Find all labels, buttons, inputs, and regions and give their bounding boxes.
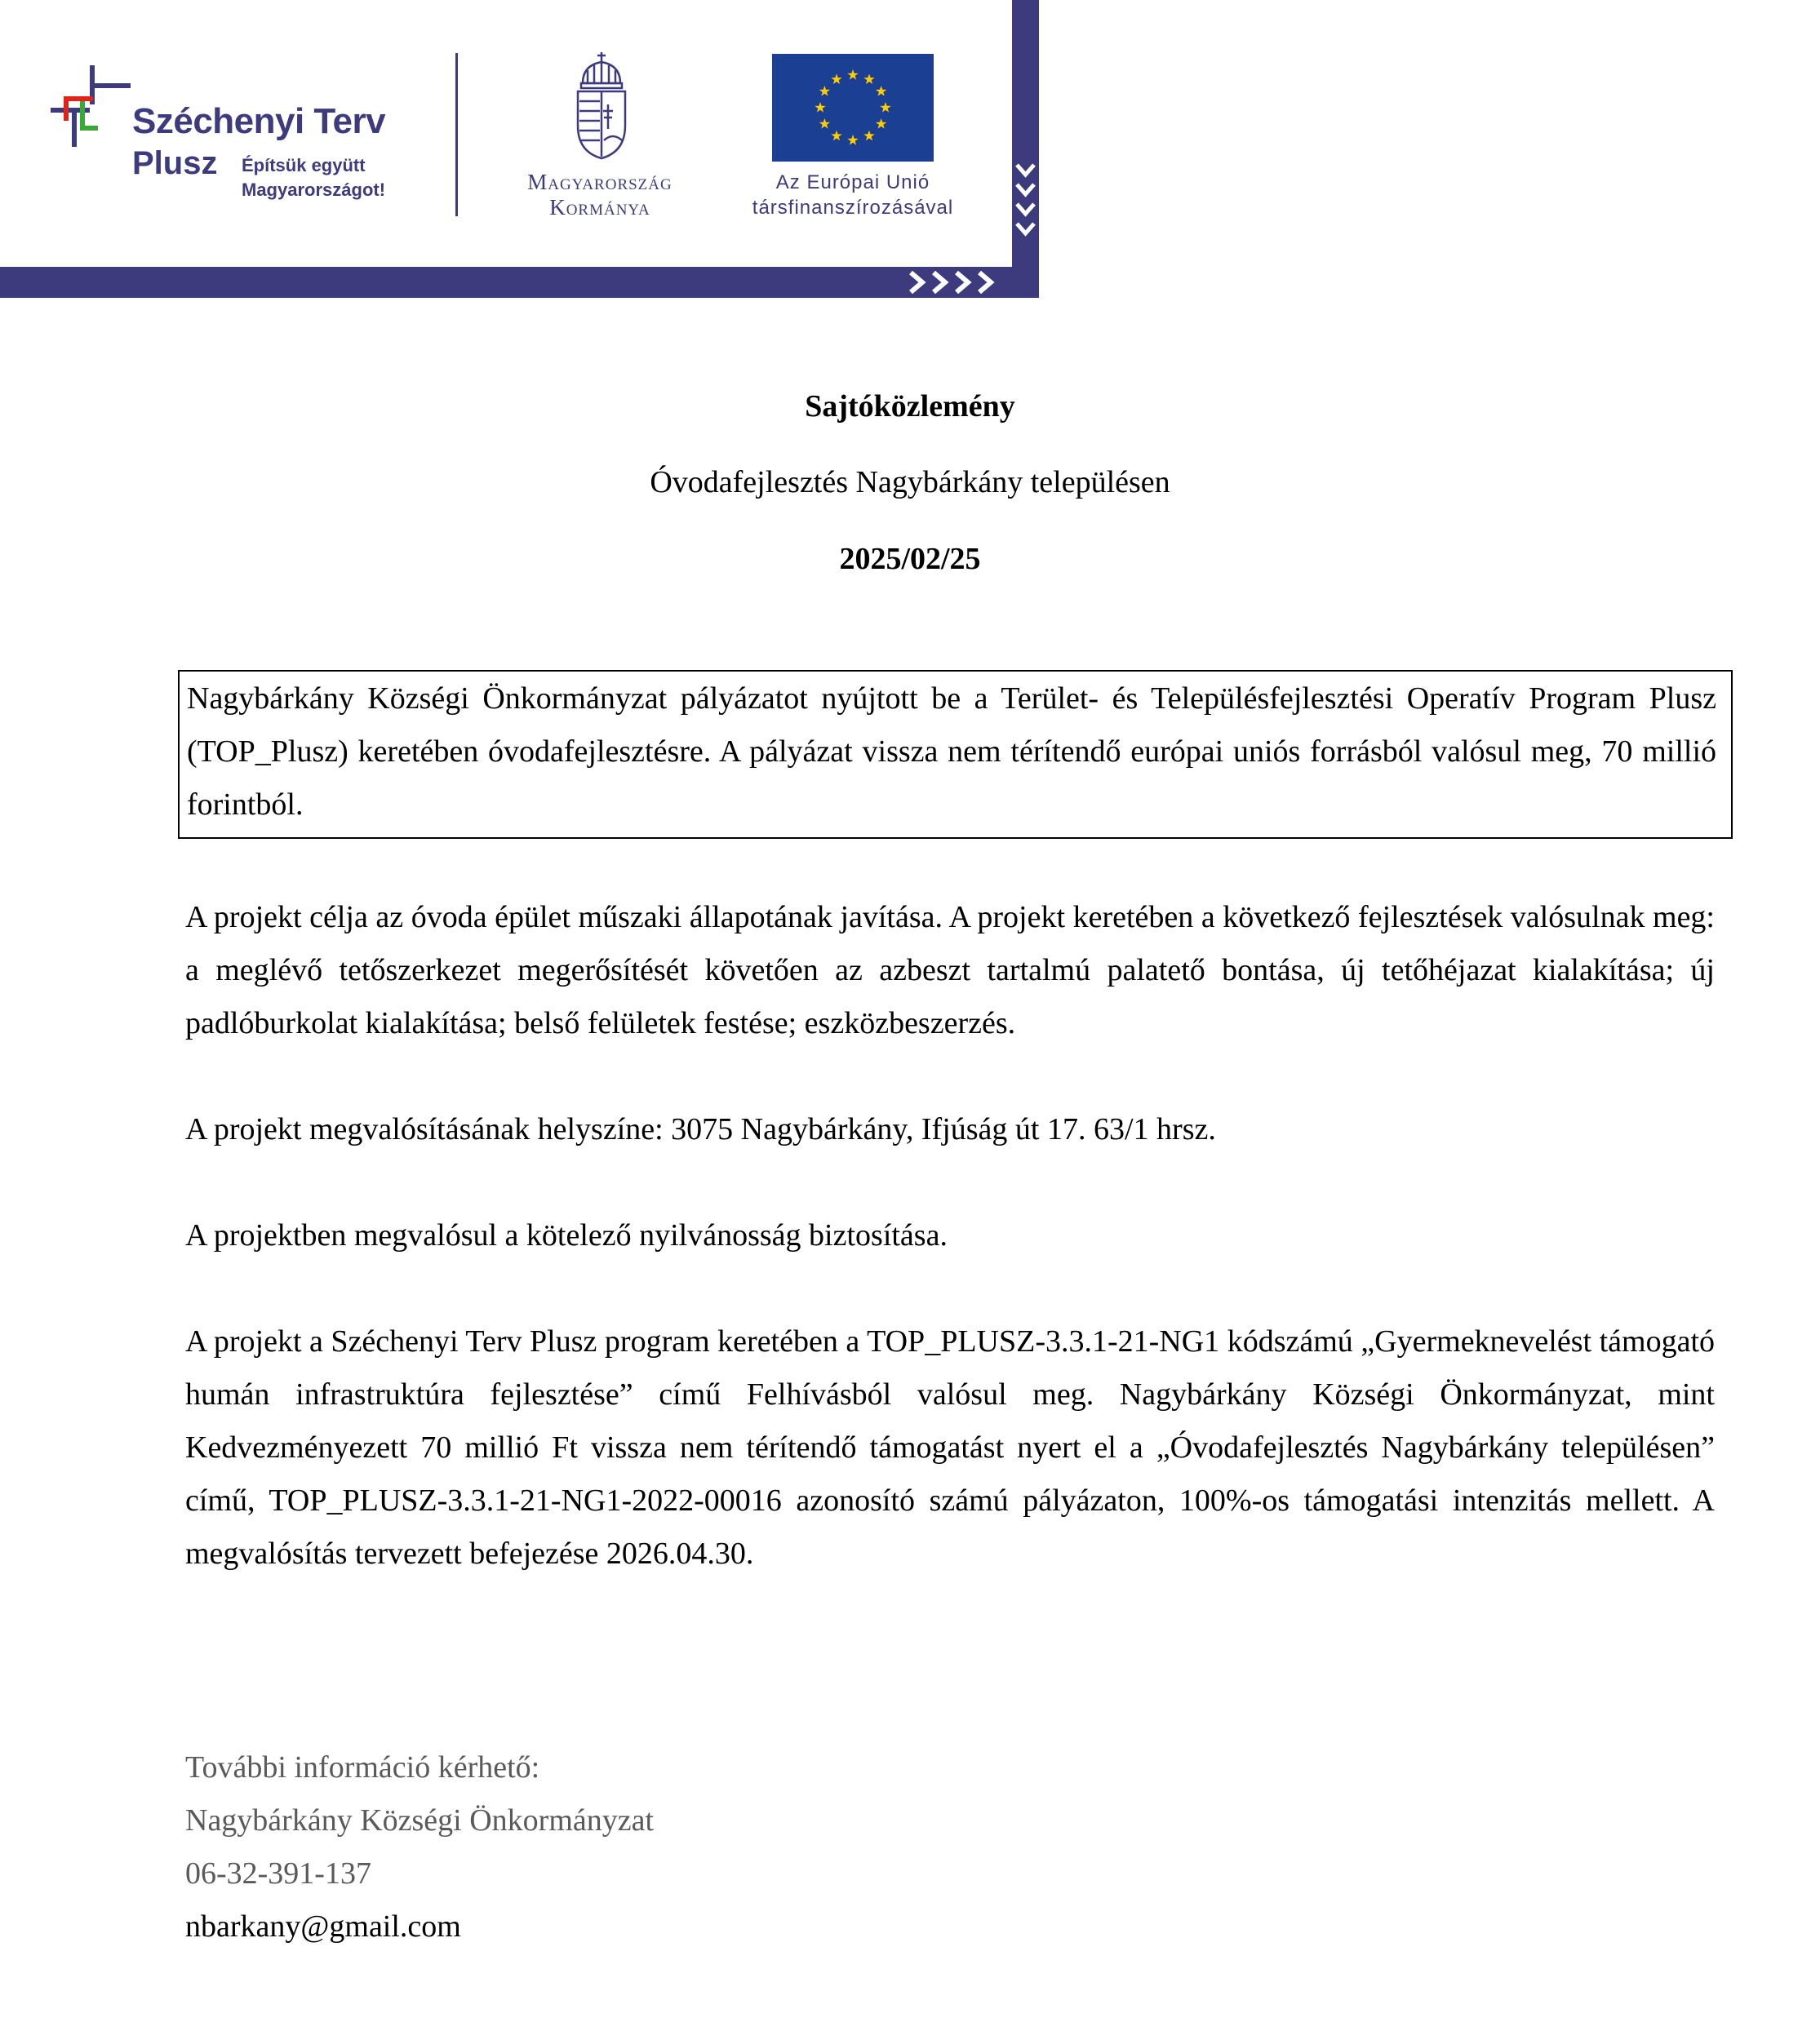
header-right-bar [1012, 0, 1039, 298]
funding-paragraph: A projekt a Széchenyi Terv Plusz program keretében a TOP_PLUSZ-3.3.1-21-NG1 kódszámú „Gyermeknevelést támogató humán infrastruktúra fejlesztése” című Felhívásból valósul meg. Nagybárkány Községi Önkormányzat, mint Kedvezményezett 70 millió Ft vissza nem térítendő támogatást nyert el a „Óvodafejlesztés Nagybárkány településen” című, TOP_PLUSZ-3.3.1-21-NG1-2022-00016 azonosító számú pályázaton, 100%-os támogatási intenzitás mellett. A megvalósítás tervezett befejezése 2026.04.30. [185, 1324, 1715, 1571]
government-label: Magyarország Kormánya [527, 170, 673, 220]
document-title: Óvodafejlesztés Nagybárkány településen [650, 465, 1170, 499]
program-name-line1: Széchenyi Terv [132, 101, 386, 141]
intro-paragraph: Nagybárkány Községi Önkormányzat pályázatot nyújtott be a Terület- és Településfejlesztési Operatív Program Plusz (TOP_Plusz) keretében óvodafejlesztésre. A pályázat vissza nem térítendő európai uniós forrásból valósul meg, 70 millió forintból. [187, 681, 1716, 822]
logo-divider [455, 53, 458, 216]
location-line: A projekt megvalósításának helyszíne: 3075 Nagybárkány, Ifjúság út 17. 63/1 hrsz. [185, 1112, 1216, 1146]
goal-paragraph: A projekt célja az óvoda épület műszaki állapotának javítása. A projekt keretében a következő fejlesztések valósulnak meg: a meglévő tetőszerkezet megerősítését követően az azbeszt tartalmú palatető bontása, új tetőhéjazat kialakítása; új padlóburkolat kialakítása; belső felületek festése; eszközbeszerzés. [185, 900, 1715, 1040]
contact-email[interactable]: nbarkany@gmail.com [185, 1909, 461, 1944]
chevrons-down-icon [1012, 160, 1039, 242]
szechenyi-mark-icon [51, 65, 132, 147]
hungarian-coat-of-arms-icon [571, 51, 632, 161]
program-name-line2: Plusz [132, 145, 218, 181]
header-bottom-bar [0, 267, 1037, 298]
eu-cofinancing-label: Az Európai Unió társfinanszírozásával [752, 171, 954, 219]
intro-box [178, 670, 1733, 839]
contact-phone: 06-32-391-137 [185, 1856, 371, 1891]
document-date: 2025/02/25 [839, 542, 981, 576]
program-slogan: Építsük együtt Magyarországot! [242, 155, 386, 200]
contact-heading: További információ kérhető: [185, 1750, 540, 1785]
contact-organization: Nagybárkány Községi Önkormányzat [185, 1803, 655, 1838]
publicity-line: A projektben megvalósul a kötelező nyilvánosság biztosítása. [185, 1218, 948, 1253]
chevrons-right-icon [906, 268, 996, 296]
document-type-heading: Sajtóközlemény [805, 389, 1015, 423]
eu-flag-icon [772, 54, 934, 162]
szechenyi-terv-plusz-logo [51, 65, 393, 212]
